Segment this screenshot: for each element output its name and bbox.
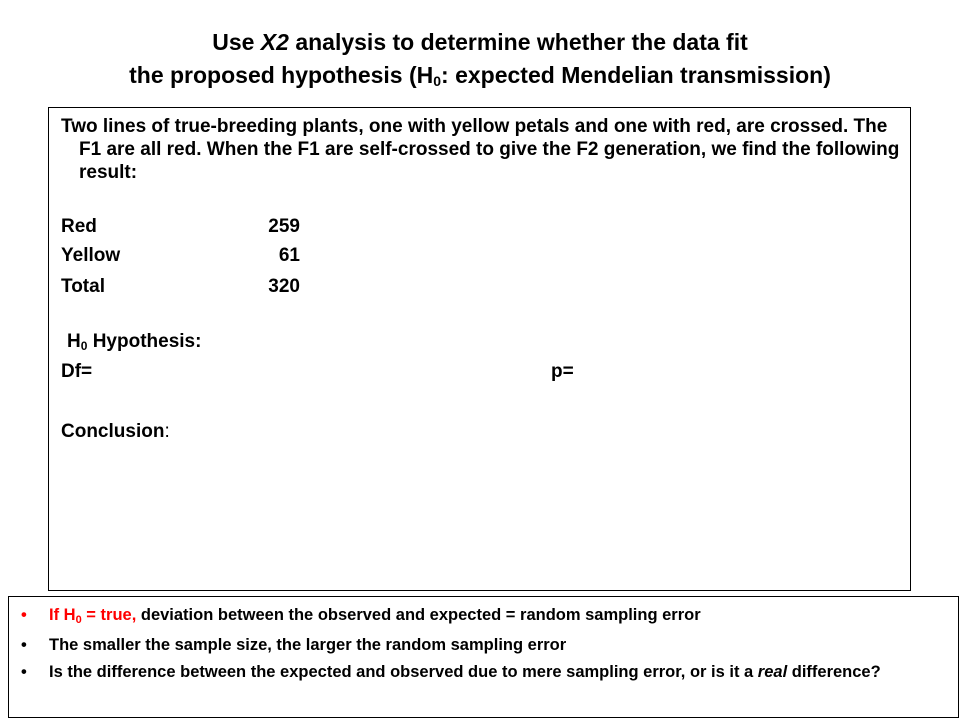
count-value: 320 [268,276,300,297]
bullet-item: • The smaller the sample size, the larger the random sampling error [9,633,958,658]
title-text: the proposed hypothesis (H [129,62,434,88]
bullet-dot-icon: • [21,663,27,681]
bullet-item: • If $H_0$ = true, deviation between the observed and expected = random sampling error [9,603,958,633]
bullet-dot-icon: • [21,606,27,624]
problem-text: Two lines of true-breeding plants, one with yellow petals and one with red, are crossed. The F1 are all red. When the F1 are self-crossed to give the F2 generation, we find the following result: [61,116,900,183]
title-text: analysis to determine whether the data fit [288,29,748,55]
df-label: Df= [61,361,93,382]
count-row-total [61,275,301,299]
title-subscript: 0 [433,73,442,89]
count-value: 259 [268,216,300,237]
bullets-box [8,596,959,718]
title-text: Use [212,29,261,55]
count-label: Red [61,216,97,237]
count-label: Total [61,276,105,297]
bullet-dot-icon: • [21,636,27,654]
df-p-row [61,360,621,384]
problem-box [48,107,911,591]
title-line-1 [0,26,960,59]
conclusion-label: Conclusion: [61,421,170,442]
bullet-item: • Is the difference between the expected and observed due to mere sampling error, or is it a real difference? [9,658,958,686]
count-row-yellow [61,244,300,268]
count-label: Yellow [61,245,121,266]
title-line-2 [0,59,960,98]
count-value: 61 [278,245,300,266]
title-chi-square: X2 [260,29,289,55]
slide-title [0,26,960,98]
count-row-red [61,215,301,239]
hypothesis-label: $H_0$ Hypothesis: [67,331,202,353]
title-text: : expected Mendelian transmission) [441,62,831,88]
p-label: p= [551,361,574,382]
